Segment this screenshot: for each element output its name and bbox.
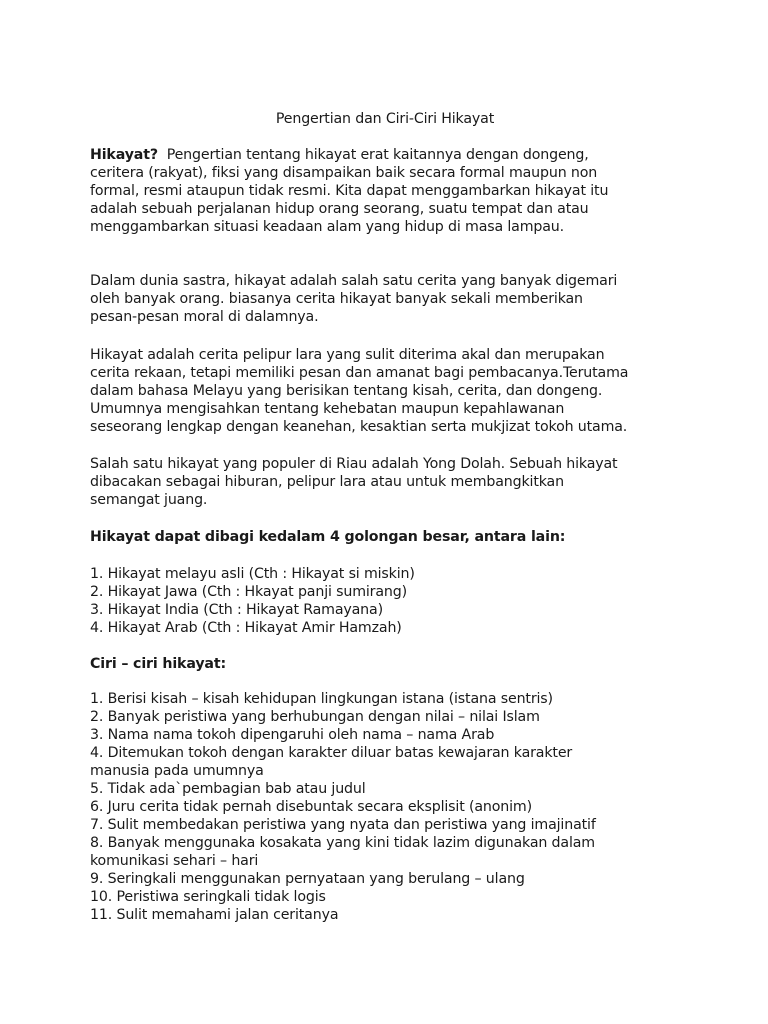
paragraph-line: oleh banyak orang. biasanya cerita hikayat banyak sekali memberikan [90, 291, 583, 307]
list-item: 6. Juru cerita tidak pernah disebuntak secara eksplisit (anonim) [90, 799, 532, 815]
list-item: 5. Tidak ada`pembagian bab atau judul [90, 781, 366, 797]
list-item: 9. Seringkali menggunakan pernyataan yang berulang – ulang [90, 871, 525, 887]
sastra-paragraph [90, 272, 690, 326]
paragraph-line: dibacakan sebagai hiburan, pelipur lara atau untuk membangkitkan [90, 474, 564, 490]
list-item: 11. Sulit memahami jalan ceritanya [90, 907, 339, 923]
paragraph-line: Dalam dunia sastra, hikayat adalah salah satu cerita yang banyak digemari [90, 273, 618, 289]
intro-line: menggambarkan situasi keadaan alam yang hidup di masa lampau. [90, 219, 564, 235]
list-item: 2. Hikayat Jawa (Cth : Hkayat panji sumirang) [90, 584, 407, 600]
list-item: 2. Banyak peristiwa yang berhubungan dengan nilai – nilai Islam [90, 709, 540, 725]
pelipur-paragraph [90, 346, 690, 436]
intro-line: adalah sebuah perjalanan hidup orang seorang, suatu tempat dan atau [90, 201, 589, 217]
list-item: 1. Hikayat melayu asli (Cth : Hikayat si miskin) [90, 566, 415, 582]
ciri-list [90, 690, 690, 924]
list-item: 8. Banyak menggunaka kosakata yang kini tidak lazim digunakan dalam [90, 835, 595, 851]
list-item: 4. Ditemukan tokoh dengan karakter diluar batas kewajaran karakter [90, 745, 573, 761]
intro-line: Pengertian tentang hikayat erat kaitannya dengan dongeng, [166, 147, 589, 163]
list-item: 7. Sulit membedakan peristiwa yang nyata dan peristiwa yang imajinatif [90, 817, 596, 833]
intro-line: formal, resmi ataupun tidak resmi. Kita dapat menggambarkan hikayat itu [90, 183, 609, 199]
intro-line: ceritera (rakyat), fiksi yang disampaikan baik secara formal maupun non [90, 165, 598, 181]
golongan-heading: Hikayat dapat dibagi kedalam 4 golongan besar, antara lain: [90, 529, 566, 545]
list-item-continuation: komunikasi sehari – hari [90, 853, 259, 869]
list-item: 1. Berisi kisah – kisah kehidupan lingkungan istana (istana sentris) [90, 691, 553, 707]
list-item: 3. Hikayat India (Cth : Hikayat Ramayana) [90, 602, 383, 618]
golongan-list [90, 565, 690, 637]
list-item: 10. Peristiwa seringkali tidak logis [90, 889, 326, 905]
list-item: 4. Hikayat Arab (Cth : Hikayat Amir Hamzah) [90, 620, 402, 636]
paragraph-line: Hikayat adalah cerita pelipur lara yang sulit diterima akal dan merupakan [90, 347, 605, 363]
paragraph-line: seseorang lengkap dengan keanehan, kesaktian serta mukjizat tokoh utama. [90, 419, 628, 435]
intro-lead: Hikayat? [90, 147, 158, 163]
paragraph-line: dalam bahasa Melayu yang berisikan tentang kisah, cerita, dan dongeng. [90, 383, 603, 399]
intro-first-line [90, 146, 690, 164]
paragraph-line: Umumnya mengisahkan tentang kehebatan maupun kepahlawanan [90, 401, 565, 417]
paragraph-line: pesan-pesan moral di dalamnya. [90, 309, 319, 325]
list-item: 3. Nama nama tokoh dipengaruhi oleh nama – nama Arab [90, 727, 495, 743]
paragraph-line: semangat juang. [90, 492, 208, 508]
paragraph-line: cerita rekaan, tetapi memiliki pesan dan amanat bagi pembacanya.Terutama [90, 365, 629, 381]
intro-paragraph [90, 146, 690, 236]
paragraph-line: Salah satu hikayat yang populer di Riau adalah Yong Dolah. Sebuah hikayat [90, 456, 618, 472]
ciri-heading: Ciri – ciri hikayat: [90, 656, 226, 672]
list-item-continuation: manusia pada umumnya [90, 763, 264, 779]
page-title: Pengertian dan Ciri-Ciri Hikayat [275, 111, 495, 127]
riau-paragraph [90, 455, 690, 509]
